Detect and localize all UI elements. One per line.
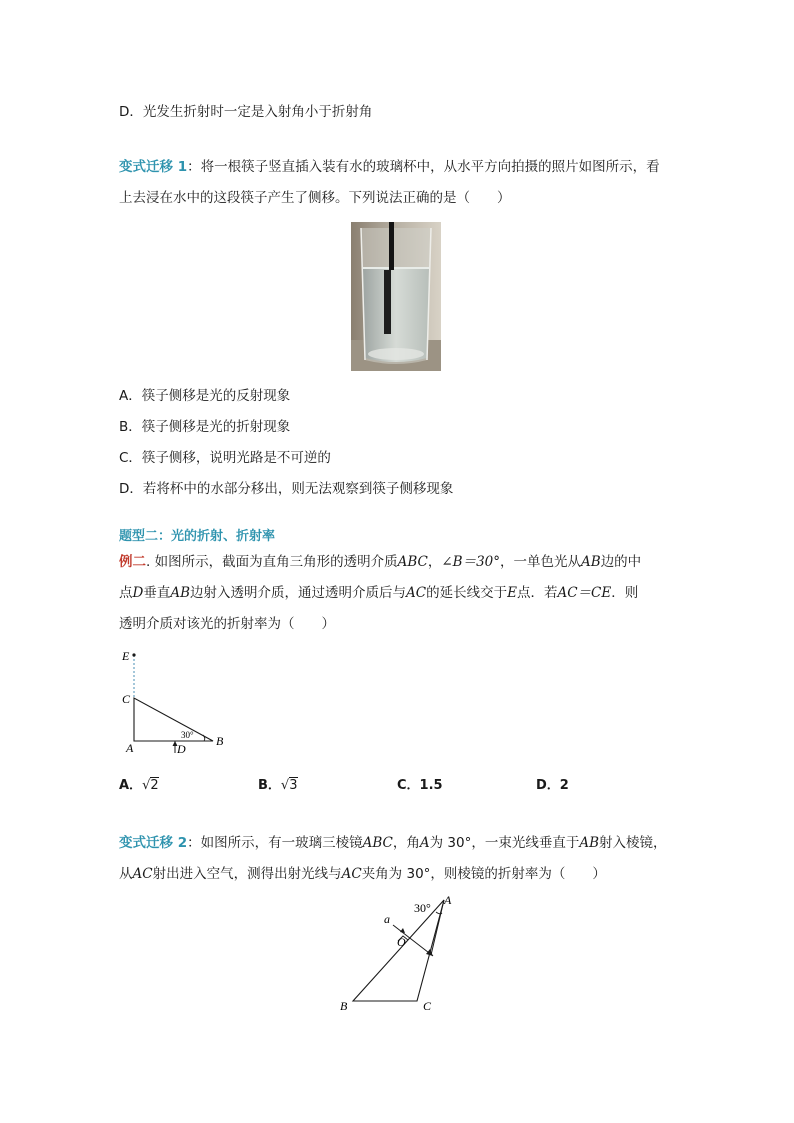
variant2-text-2c: 夹角为 30°，则棱镜的折射率为（ ） xyxy=(361,866,606,882)
variant2-line2 xyxy=(119,864,606,884)
example2-option-b xyxy=(258,776,298,796)
variant1-line2: 上去浸在水中的这段筷子产生了侧移。下列说法正确的是（ ） xyxy=(119,190,511,206)
variant2-a: A xyxy=(419,835,430,851)
sqrt-icon: √ xyxy=(280,778,290,793)
example2-ab1: AB xyxy=(581,554,601,570)
example2-text-2f: ．则 xyxy=(611,585,639,601)
variant2-text-2b: 射出进入空气，测得出射光线与 xyxy=(152,866,342,882)
label-c-vertex: C xyxy=(423,999,432,1013)
variant2-text-1b: ，角 xyxy=(392,835,420,851)
example2-text-1a: . 如图所示，截面为直角三角形的透明介质 xyxy=(146,554,398,570)
example2-eq: AC＝CE xyxy=(557,585,612,601)
chopstick-glass-photo xyxy=(351,222,441,371)
example2-option-c: C．1.5 xyxy=(397,778,443,793)
label-ray-a: a xyxy=(384,912,390,926)
label-a-vertex: A xyxy=(444,893,452,907)
variant2-text-1d: 射入棱镜， xyxy=(599,835,667,851)
example2-text-2d: 的延长线交于 xyxy=(426,585,508,601)
triangle-figure-1 xyxy=(115,645,235,760)
example2-text-1b: ， xyxy=(427,554,442,570)
example2-label: 例二 xyxy=(119,554,146,570)
variant2-abc: ABC xyxy=(362,835,393,851)
label-o: O xyxy=(397,935,406,949)
example2-angle: ∠B＝30° xyxy=(441,554,501,570)
section2-title: 题型二：光的折射、折射率 xyxy=(119,529,276,544)
variant1-option-a: A．筷子侧移是光的反射现象 xyxy=(119,388,291,404)
variant1-label: 变式迁移 1 xyxy=(119,159,188,175)
option-b-label: B． xyxy=(258,778,281,793)
label-a: A xyxy=(126,741,134,755)
label-d: D xyxy=(177,742,186,756)
example2-text-2b: 垂直 xyxy=(143,585,171,601)
label-angle: 30° xyxy=(181,730,194,740)
example2-text-2a: 点 xyxy=(119,585,133,601)
option-b-value: 3 xyxy=(289,778,298,793)
variant2-text-1c: 为 30°，一束光线垂直于 xyxy=(429,835,580,851)
variant2-text-1a: ：如图所示，有一玻璃三棱镜 xyxy=(187,835,363,851)
example2-ac1: AC xyxy=(406,585,427,601)
variant1-option-d: D．若将杯中的水部分移出，则无法观察到筷子侧移现象 xyxy=(119,481,454,497)
option-a-label: A． xyxy=(119,778,143,793)
variant2-ab: AB xyxy=(579,835,599,851)
example2-d: D xyxy=(132,585,144,601)
example2-ab2: AB xyxy=(170,585,190,601)
variant1-option-c: C．筷子侧移，说明光路是不可逆的 xyxy=(119,450,331,466)
option-a-value: 2 xyxy=(150,778,159,793)
example2-line2 xyxy=(119,583,638,603)
variant2-line1 xyxy=(119,833,667,853)
variant2-label: 变式迁移 2 xyxy=(119,835,188,851)
variant2-ac1: AC xyxy=(132,866,153,882)
label-30deg: 30° xyxy=(414,901,431,915)
example2-line1 xyxy=(119,552,641,572)
variant1-line1 xyxy=(119,157,660,177)
label-c: C xyxy=(122,692,131,706)
example2-option-d: D．2 xyxy=(536,778,569,793)
q1-option-d: D．光发生折射时一定是入射角小于折射角 xyxy=(119,104,373,120)
example2-line3: 透明介质对该光的折射率为（ ） xyxy=(119,616,335,632)
variant2-ac2: AC xyxy=(341,866,362,882)
example2-e: E xyxy=(507,585,517,601)
variant2-text-2a: 从 xyxy=(119,866,133,882)
example2-text-1c: ，一单色光从 xyxy=(500,554,582,570)
label-b-vertex: B xyxy=(340,999,348,1013)
prism-figure xyxy=(335,893,465,1015)
sqrt-icon: √ xyxy=(142,778,151,793)
example2-text-1d: 边的中 xyxy=(600,554,642,570)
example2-text-2e: 点．若 xyxy=(516,585,558,601)
example2-option-a xyxy=(119,776,159,796)
label-e: E xyxy=(122,649,130,663)
example2-abc: ABC xyxy=(397,554,428,570)
variant1-text-1: ：将一根筷子竖直插入装有水的玻璃杯中，从水平方向拍摄的照片如图所示，看 xyxy=(187,159,660,175)
label-b: B xyxy=(216,734,224,748)
example2-text-2c: 边射入透明介质，通过透明介质后与 xyxy=(190,585,406,601)
variant1-option-b: B．筷子侧移是光的折射现象 xyxy=(119,419,291,435)
